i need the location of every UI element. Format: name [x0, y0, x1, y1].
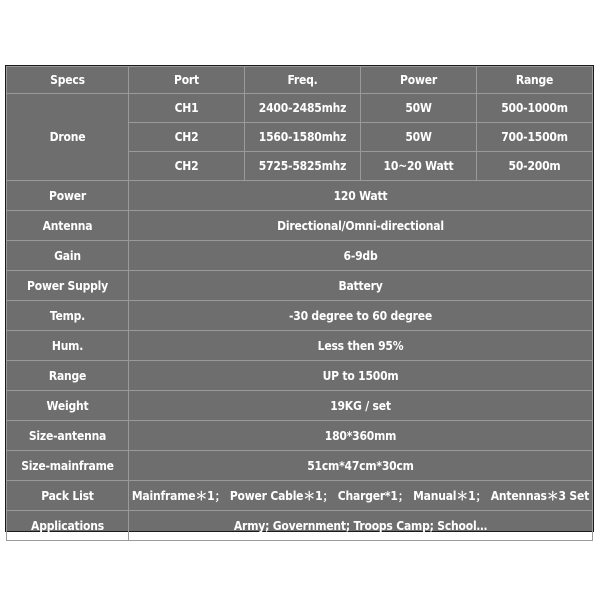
spec-label: Gain [7, 241, 129, 271]
header-freq: Freq. [245, 67, 361, 94]
table-row [7, 301, 593, 331]
spec-value: Mainframe＊1； Power Cable＊1； Charger*1； Manual＊1； Antennas＊3 Set [129, 481, 593, 511]
drone-range: 700-1500m [477, 123, 593, 152]
header-power: Power [361, 67, 477, 94]
table-row [7, 241, 593, 271]
spec-value: 120 Watt [129, 181, 593, 211]
spec-label: Size-antenna [7, 421, 129, 451]
spec-label: Power Supply [7, 271, 129, 301]
drone-range: 500-1000m [477, 94, 593, 123]
spec-value: -30 degree to 60 degree [129, 301, 593, 331]
drone-port: CH2 [129, 152, 245, 181]
spec-value: 51cm*47cm*30cm [129, 451, 593, 481]
spec-label: Pack List [7, 481, 129, 511]
header-range: Range [477, 67, 593, 94]
header-specs: Specs [7, 67, 129, 94]
spec-value: Battery [129, 271, 593, 301]
spec-label: Size-mainframe [7, 451, 129, 481]
header-port: Port [129, 67, 245, 94]
table-row [7, 211, 593, 241]
table-row [7, 361, 593, 391]
table-header-row [7, 67, 593, 94]
spec-table-grid [6, 66, 593, 541]
drone-power: 50W [361, 123, 477, 152]
table-row [7, 181, 593, 211]
drone-freq: 5725-5825mhz [245, 152, 361, 181]
table-row [7, 271, 593, 301]
table-row [7, 94, 593, 123]
drone-power: 50W [361, 94, 477, 123]
drone-freq: 1560-1580mhz [245, 123, 361, 152]
spec-table [5, 65, 594, 532]
drone-freq: 2400-2485mhz [245, 94, 361, 123]
drone-power: 10~20 Watt [361, 152, 477, 181]
spec-label: Range [7, 361, 129, 391]
table-row [7, 421, 593, 451]
table-row [7, 391, 593, 421]
spec-label: Hum. [7, 331, 129, 361]
spec-label: Temp. [7, 301, 129, 331]
spec-value: Directional/Omni-directional [129, 211, 593, 241]
drone-port: CH2 [129, 123, 245, 152]
spec-label: Antenna [7, 211, 129, 241]
spec-label: Weight [7, 391, 129, 421]
spec-value: Army; Government; Troops Camp; School… [129, 511, 593, 541]
spec-value: 6-9db [129, 241, 593, 271]
drone-range: 50-200m [477, 152, 593, 181]
spec-label: Power [7, 181, 129, 211]
table-row [7, 511, 593, 541]
table-row [7, 481, 593, 511]
spec-value: 180*360mm [129, 421, 593, 451]
drone-label: Drone [7, 94, 129, 181]
spec-value: UP to 1500m [129, 361, 593, 391]
drone-port: CH1 [129, 94, 245, 123]
spec-value: Less then 95% [129, 331, 593, 361]
table-row [7, 451, 593, 481]
spec-label: Applications [7, 511, 129, 541]
table-row [7, 331, 593, 361]
spec-value: 19KG / set [129, 391, 593, 421]
